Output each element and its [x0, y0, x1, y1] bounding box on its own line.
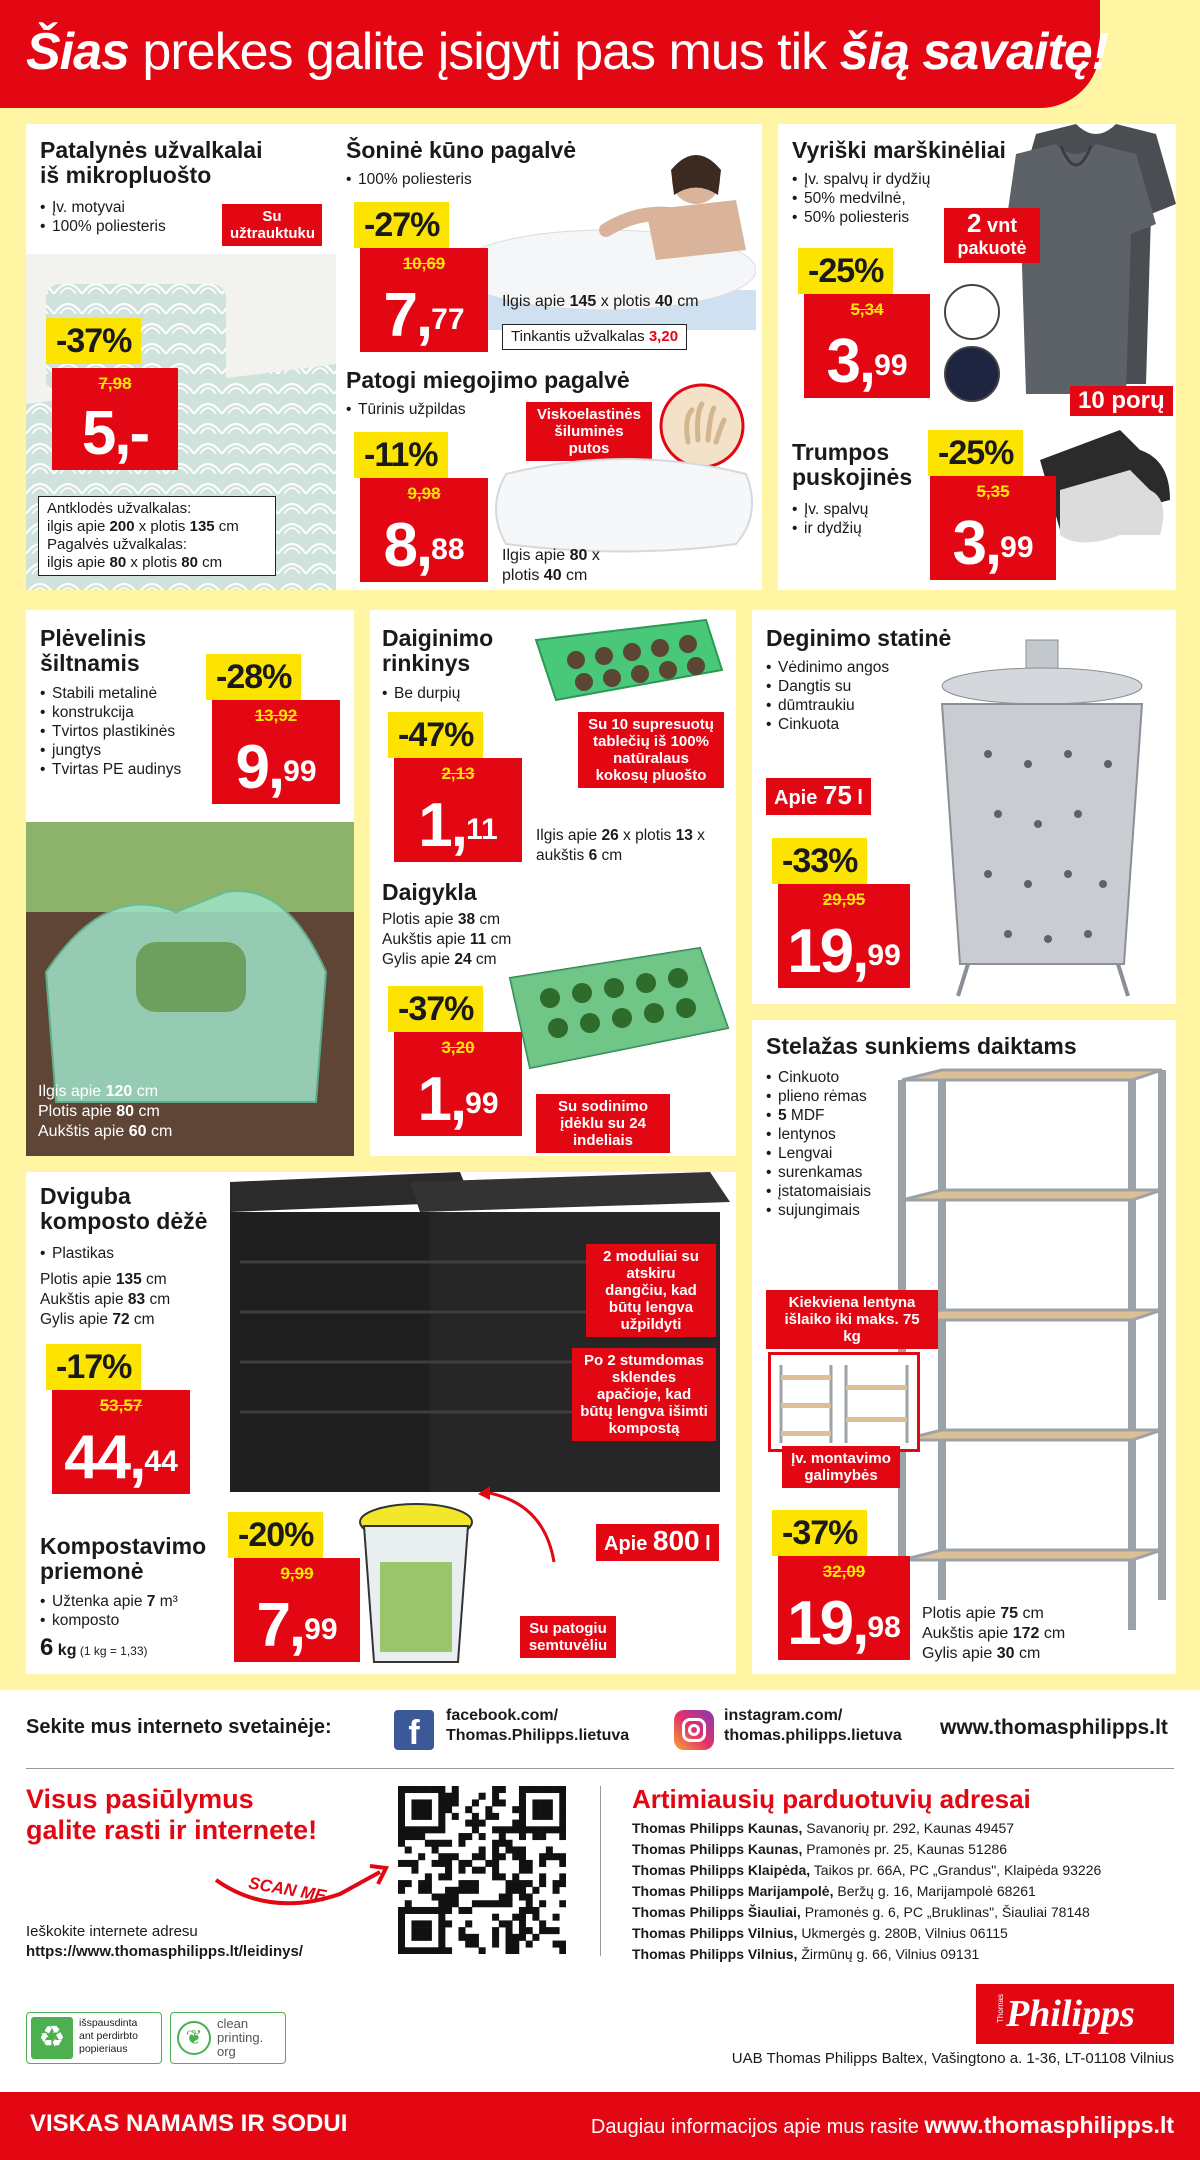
socks-title: Trumpos puskojinės	[792, 439, 913, 490]
body-pillow-size: Ilgis apie 145 x plotis 40 cm	[502, 293, 699, 310]
body-pillow-discount: -27%	[354, 202, 449, 248]
shelf-title: Stelažas sunkiems daiktams	[766, 1033, 1077, 1059]
bedding-bullets: • Įv. motyvai • 100% poliesteris	[40, 198, 166, 236]
bedding-old-price: 7,98	[98, 374, 132, 393]
propagator-old-price: 3,20	[441, 1038, 475, 1057]
ten-pairs-tag: 10 porų	[1070, 386, 1173, 416]
propagator-title: Daigykla	[382, 879, 477, 905]
compost-volume: Apie 800 l	[596, 1524, 719, 1561]
compost-size: Plotis apie 135 cm Aukštis apie 83 cm Gylis apie 72 cm	[40, 1271, 171, 1328]
headline-banner	[0, 0, 1109, 108]
greenhouse-old-price: 13,92	[254, 706, 298, 725]
sleep-pillow-new-price: 8,88	[383, 511, 465, 580]
coconut-tablets-tag: Su 10 supresuotų tablečių iš 100% natūralaus kokosų pluošto	[578, 712, 724, 788]
sleep-pillow-discount: -11%	[354, 432, 448, 478]
website-link[interactable]: www.thomasphilipps.lt	[940, 1716, 1168, 1739]
compost-bullets: • Plastikas	[40, 1244, 114, 1263]
tshirt-bullets: • Įv. spalvų ir dydžių • 50% medvilnė, • 50% poliesteris	[792, 170, 930, 227]
tshirt-old-price: 5,34	[850, 300, 884, 319]
vertical-divider	[600, 1786, 601, 1956]
seed-kit-discount: -47%	[388, 712, 483, 758]
shelf-bullets: • Cinkuoto • plieno rėmas • 5 MDF • lentynos • Lengvai • surenkamas • įstatomaisiais • sujungimais	[766, 1068, 871, 1220]
burner-title: Deginimo statinė	[766, 625, 952, 651]
facebook-link[interactable]: facebook.com/ Thomas.Philipps.lietuva	[446, 1707, 630, 1744]
compost-new-price: 44,44	[64, 1423, 178, 1492]
headline-text: Šias prekes galite įsigyti pas mus tik šią savaitę!	[26, 23, 1109, 81]
social-bar	[0, 1690, 1200, 1770]
leaf-icon: ❦	[177, 2021, 211, 2055]
burner-image	[928, 634, 1158, 1004]
shelf-panel	[752, 1020, 1176, 1674]
store-address-item: Thomas Philipps Šiauliai, Pramonės g. 6, PC „Bruklinas", Šiauliai 78148	[632, 1904, 1090, 1920]
sleep-pillow-price	[360, 478, 488, 582]
tshirt-title: Vyriški marškinėliai	[792, 137, 1006, 163]
seed-panel	[370, 610, 736, 1156]
accelerator-new-price: 7,99	[256, 1591, 338, 1660]
insert-tag: Su sodinimo įdėklu su 24 indeliais	[536, 1094, 670, 1153]
propagator-image	[500, 938, 732, 1088]
compost-old-price: 53,57	[99, 1396, 143, 1415]
qr-code[interactable]	[398, 1786, 566, 1954]
recycle-icon: ♻	[31, 2017, 73, 2059]
footer-slogan: VISKAS NAMAMS IR SODUI	[30, 2110, 348, 2137]
store-address-item: Thomas Philipps Kaunas, Pramonės pr. 25, Kaunas 51286	[632, 1841, 1008, 1857]
bedding-price	[52, 368, 178, 470]
body-pillow-bullets: • 100% poliesteris	[346, 170, 472, 189]
greenhouse-discount: -28%	[206, 654, 301, 700]
modules-tag: 2 moduliai su atskiru dangčiu, kad būtų lengva užpildyti	[586, 1244, 716, 1337]
facebook-icon[interactable]: f	[394, 1710, 434, 1750]
seed-kit-image	[526, 610, 726, 706]
greenhouse-title: Plėvelinis šiltnamis	[40, 625, 147, 676]
bedding-panel	[26, 124, 762, 590]
body-pillow-case-note: Tinkantis užvalkalas 3,20	[502, 324, 687, 350]
seed-kit-price	[394, 758, 522, 862]
shelf-price	[778, 1556, 910, 1660]
socks-discount: -25%	[928, 430, 1023, 476]
greenhouse-price	[212, 700, 340, 804]
load-capacity-tag: Kiekviena lentyna išlaiko iki maks. 75 kg	[766, 1290, 938, 1349]
footer-bar	[0, 2092, 1200, 2160]
body-pillow-price	[360, 248, 488, 352]
follow-label: Sekite mus interneto svetainėje:	[26, 1716, 332, 1738]
accelerator-discount: -20%	[228, 1512, 323, 1558]
accelerator-bullets: • Užtenka apie 7 m³ • komposto	[40, 1592, 178, 1630]
store-address-item: Thomas Philipps Vilnius, Žirmūnų g. 66, Vilnius 09131	[632, 1946, 980, 1962]
seed-kit-bullets: • Be durpių	[382, 684, 460, 703]
store-address-item: Thomas Philipps Kaunas, Savanorių pr. 292, Kaunas 49457	[632, 1820, 1015, 1836]
shelf-old-price: 32,09	[822, 1562, 866, 1581]
recycled-paper-badge: ♻ išspausdinta ant perdirbto popieriaus	[26, 2012, 162, 2064]
shelf-new-price: 19,98	[787, 1589, 901, 1658]
company-address: UAB Thomas Philipps Baltex, Vašingtono a. 1-36, LT-01108 Vilnius	[731, 2050, 1174, 2067]
online-headline: Visus pasiūlymus galite rasti ir internete!	[26, 1784, 318, 1845]
tshirt-panel	[778, 124, 1176, 590]
store-list	[632, 1818, 1101, 1965]
divider	[26, 1768, 1174, 1769]
scan-me-label: SCAN ME	[247, 1873, 328, 1906]
burner-volume: Apie 75 l	[766, 778, 871, 815]
philipps-logo: Thomas Philipps	[976, 1984, 1174, 2044]
sleep-pillow-size: Ilgis apie 80 x plotis 40 cm	[502, 547, 600, 584]
greenhouse-size: Ilgis apie 120 cm Plotis apie 80 cm Aukštis apie 60 cm	[38, 1083, 173, 1140]
bedding-new-price: 5,-	[81, 399, 149, 468]
propagator-price	[394, 1032, 522, 1136]
shelf-size: Plotis apie 75 cm Aukštis apie 172 cm Gylis apie 30 cm	[922, 1605, 1066, 1662]
propagator-new-price: 1,99	[417, 1065, 499, 1134]
socks-bullets: • Įv. spalvų • ir dydžių	[792, 500, 868, 538]
mounting-options-tag: Įv. montavimo galimybės	[782, 1446, 900, 1488]
compost-panel	[26, 1172, 736, 1674]
two-pack-tag: 2 vnt pakuotė	[944, 208, 1040, 263]
body-pillow-title: Šoninė kūno pagalvė	[346, 137, 577, 163]
store-address-item: Thomas Philipps Vilnius, Ukmergės g. 280B, Vilnius 06115	[632, 1925, 1008, 1941]
online-address: Ieškokite internete adresu https://www.thomasphilipps.lt/leidinys/	[26, 1923, 303, 1960]
store-address-item: Thomas Philipps Marijampolė, Beržų g. 16, Marijampolė 68261	[632, 1883, 1036, 1899]
sleep-pillow-title: Patogi miegojimo pagalvė	[346, 367, 630, 393]
memory-foam-tag: Viskoelastinės šiluminės putos	[526, 402, 652, 461]
sleep-pillow-old-price: 9,98	[407, 484, 441, 503]
greenhouse-panel	[26, 610, 354, 1156]
instagram-link[interactable]: instagram.com/ thomas.philipps.lietuva	[724, 1707, 902, 1744]
burner-new-price: 19,99	[787, 917, 901, 986]
compost-title: Dviguba komposto dėžė	[40, 1183, 208, 1234]
scoop-tag: Su patogiu semtuvėliu	[520, 1616, 616, 1658]
sleep-pillow-image	[486, 444, 762, 554]
navy-color-swatch	[944, 346, 1000, 402]
compost-discount: -17%	[46, 1344, 141, 1390]
tshirt-new-price: 3,99	[826, 327, 908, 396]
accelerator-title: Kompostavimo priemonė	[40, 1533, 207, 1584]
compost-price	[52, 1390, 190, 1494]
zipper-tag: Su užtrauktuku	[222, 204, 322, 246]
socks-price	[930, 476, 1056, 580]
tshirt-discount: -25%	[798, 248, 893, 294]
socks-old-price: 5,35	[976, 482, 1010, 501]
burner-price	[778, 884, 910, 988]
socks-new-price: 3,99	[952, 509, 1034, 578]
white-color-swatch	[944, 284, 1000, 340]
bedding-size-note: Antklodės užvalkalas: ilgis apie 200 x plotis 135 cm Pagalvės užvalkalas: ilgis apie 80 x plotis 80 cm	[38, 496, 276, 576]
seed-kit-title: Daiginimo rinkinys	[382, 625, 494, 676]
burner-bullets: • Vėdinimo angos • Dangtis su • dūmtraukiu • Cinkuota	[766, 658, 889, 734]
accelerator-weight: 6 kg (1 kg = 1,33)	[40, 1634, 148, 1661]
burner-old-price: 29,95	[822, 890, 866, 909]
propagator-size: Plotis apie 38 cm Aukštis apie 11 cm Gylis apie 24 cm	[382, 911, 512, 968]
instagram-icon[interactable]	[674, 1710, 714, 1750]
bedding-title: Patalynės užvalkalai iš mikropluošto	[40, 137, 263, 188]
seed-kit-new-price: 1,11	[418, 791, 498, 860]
sleep-pillow-bullets: • Tūrinis užpildas	[346, 400, 466, 419]
stores-title: Artimiausių parduotuvių adresai	[632, 1784, 1031, 1814]
greenhouse-bullets: • Stabili metalinė • konstrukcija • Tvirtos plastikinės • jungtys • Tvirtas PE audinys	[40, 684, 181, 779]
sliding-doors-tag: Po 2 stumdomas sklendes apačioje, kad būtų lengva išimti kompostą	[572, 1348, 716, 1441]
seed-kit-size: Ilgis apie 26 x plotis 13 x aukštis 6 cm	[536, 827, 705, 864]
propagator-discount: -37%	[388, 986, 483, 1032]
store-address-item: Thomas Philipps Klaipėda, Taikos pr. 66A, PC „Grandus", Klaipėda 93226	[632, 1862, 1102, 1878]
seed-kit-old-price: 2,13	[441, 764, 475, 783]
greenhouse-new-price: 9,99	[235, 733, 317, 802]
footer-info: Daugiau informacijos apie mus rasite www.thomasphilipps.lt	[590, 2112, 1174, 2138]
mounting-options-image	[768, 1352, 920, 1452]
clean-printing-badge: ❦ clean printing. org	[170, 2012, 286, 2064]
bedding-discount: -37%	[46, 318, 141, 364]
accelerator-price	[234, 1558, 360, 1662]
burner-discount: -33%	[772, 838, 867, 884]
body-pillow-new-price: 7,77	[383, 281, 465, 350]
shelf-image	[882, 1060, 1172, 1640]
compost-bin-image	[210, 1172, 736, 1502]
shelf-discount: -37%	[772, 1510, 867, 1556]
accelerator-old-price: 9,99	[280, 1564, 314, 1583]
burner-panel	[752, 610, 1176, 1004]
tshirt-price	[804, 294, 930, 398]
body-pillow-old-price: 10,69	[402, 254, 446, 273]
